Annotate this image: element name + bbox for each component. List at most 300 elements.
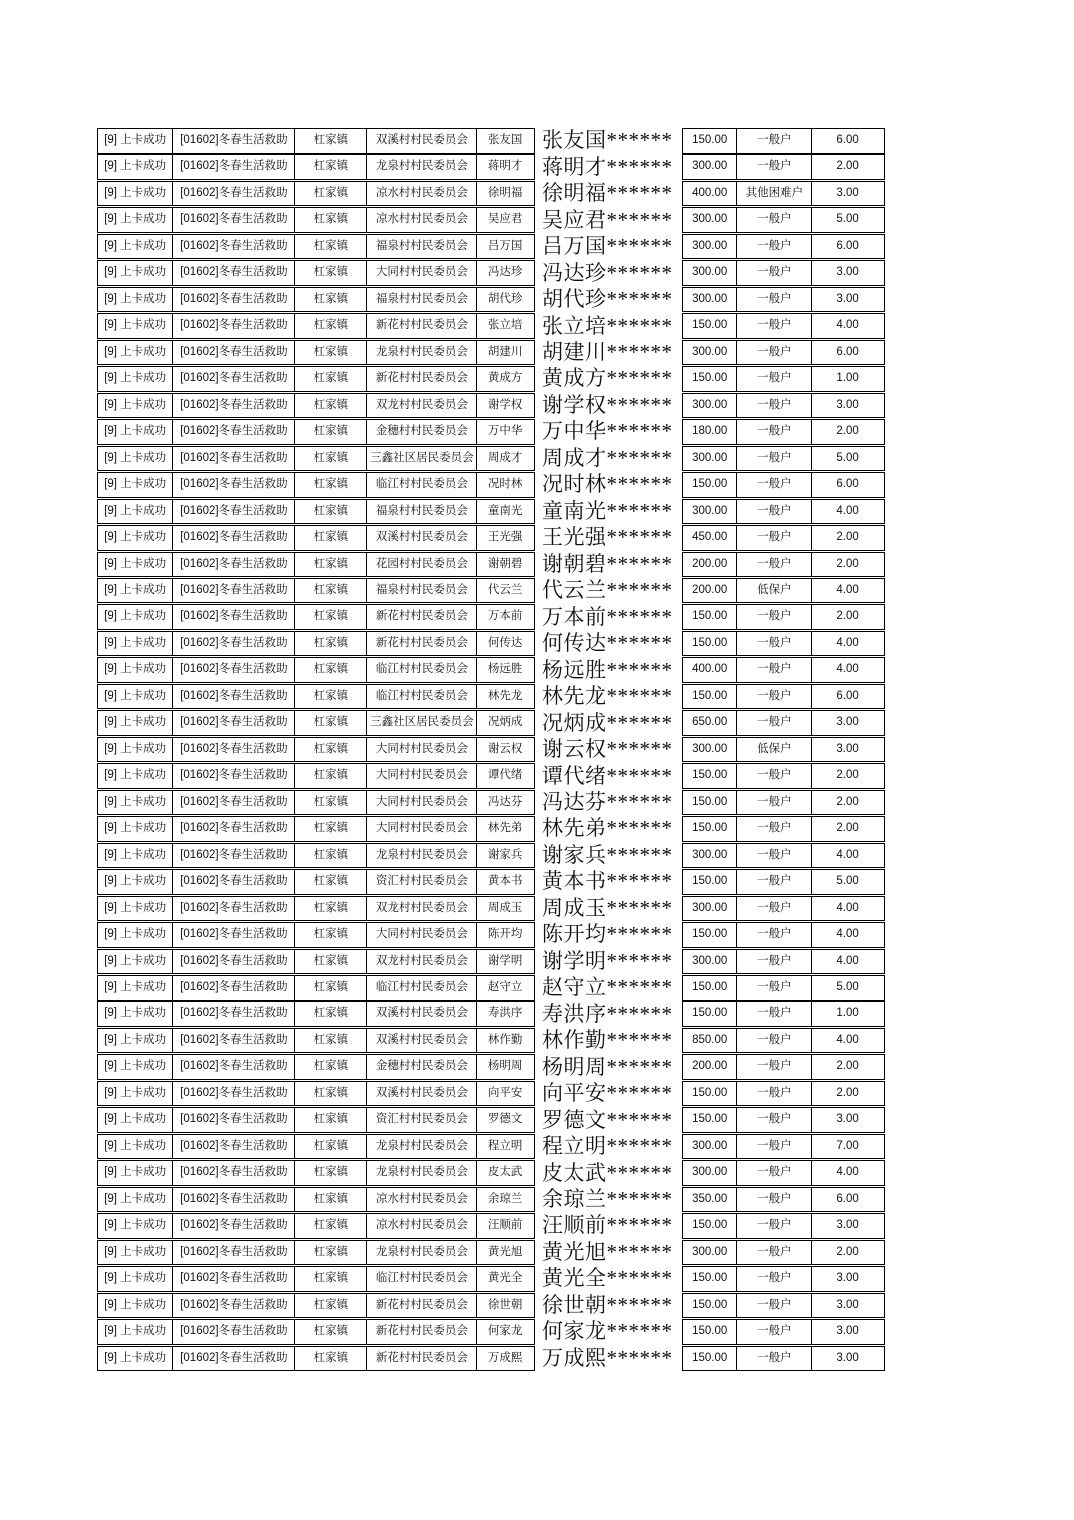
masked-name-text: 徐明福****** bbox=[542, 181, 673, 206]
household-type-cell: 一般户 bbox=[737, 950, 812, 974]
row-left-grid bbox=[97, 393, 535, 419]
name-cell: 谢家兵 bbox=[487, 848, 523, 861]
village-committee-cell: 临江村村民委员会 bbox=[367, 1267, 477, 1291]
program-cell: [01602]冬春生活救助 bbox=[173, 500, 295, 524]
name-cell: 程立明 bbox=[487, 1139, 523, 1152]
row-right-grid bbox=[682, 207, 885, 233]
name-cell: 谢学权 bbox=[487, 398, 523, 411]
household-type-cell: 低保户 bbox=[737, 738, 812, 762]
amount-cell: 300.00 bbox=[683, 897, 737, 921]
table-row bbox=[97, 1028, 885, 1054]
row-left-grid bbox=[97, 896, 535, 922]
person-count-cell: 3.00 bbox=[836, 186, 859, 199]
amount-cell: 150.00 bbox=[683, 367, 737, 391]
amount-cell: 150.00 bbox=[683, 976, 737, 1000]
village-committee-cell: 龙泉村村民委员会 bbox=[367, 1135, 477, 1159]
household-type-cell: 一般户 bbox=[737, 473, 812, 497]
household-type-cell: 其他困难户 bbox=[737, 182, 812, 206]
row-right-grid bbox=[682, 446, 885, 472]
person-count-cell: 4.00 bbox=[836, 319, 859, 332]
village-committee-cell: 福泉村村民委员会 bbox=[367, 500, 477, 524]
status-cell: [9] 上卡成功 bbox=[98, 341, 173, 365]
village-committee-cell: 双龙村村民委员会 bbox=[367, 394, 477, 418]
row-right-grid bbox=[682, 287, 885, 313]
table-row bbox=[97, 684, 885, 710]
masked-name-text: 胡建川****** bbox=[542, 340, 673, 364]
town-cell: 杠家镇 bbox=[295, 129, 367, 153]
status-cell: [9] 上卡成功 bbox=[98, 394, 173, 418]
amount-cell: 150.00 bbox=[683, 314, 737, 338]
row-right-grid bbox=[682, 604, 885, 630]
status-cell: [9] 上卡成功 bbox=[98, 1161, 173, 1185]
person-count-cell: 6.00 bbox=[836, 239, 859, 252]
name-cell: 万本前 bbox=[487, 610, 523, 623]
program-cell: [01602]冬春生活救助 bbox=[173, 420, 295, 444]
town-cell: 杠家镇 bbox=[295, 976, 367, 1000]
name-cell: 余琼兰 bbox=[487, 1192, 523, 1205]
program-cell: [01602]冬春生活救助 bbox=[173, 1347, 295, 1371]
household-type-cell: 一般户 bbox=[737, 1055, 812, 1079]
name-cell: 林先龙 bbox=[487, 689, 523, 702]
row-right-grid bbox=[682, 1346, 885, 1372]
program-cell: [01602]冬春生活救助 bbox=[173, 1214, 295, 1238]
program-cell: [01602]冬春生活救助 bbox=[173, 367, 295, 391]
row-right-grid bbox=[682, 1081, 885, 1107]
row-right-grid bbox=[682, 790, 885, 816]
household-type-cell: 一般户 bbox=[737, 923, 812, 947]
table-row bbox=[97, 869, 885, 895]
row-right-grid bbox=[682, 763, 885, 789]
town-cell: 杠家镇 bbox=[295, 1241, 367, 1265]
status-cell: [9] 上卡成功 bbox=[98, 844, 173, 868]
program-cell: [01602]冬春生活救助 bbox=[173, 1241, 295, 1265]
masked-name-text: 徐世朝****** bbox=[542, 1292, 673, 1317]
town-cell: 杠家镇 bbox=[295, 923, 367, 947]
amount-cell: 300.00 bbox=[683, 155, 737, 179]
program-cell: [01602]冬春生活救助 bbox=[173, 632, 295, 656]
row-left-grid bbox=[97, 869, 535, 895]
row-right-grid bbox=[682, 419, 885, 445]
table-row bbox=[97, 260, 885, 286]
name-cell: 林作勤 bbox=[487, 1033, 523, 1046]
name-cell: 黄光旭 bbox=[487, 1245, 523, 1258]
amount-cell: 150.00 bbox=[683, 817, 737, 841]
town-cell: 杠家镇 bbox=[295, 1267, 367, 1291]
amount-cell: 300.00 bbox=[683, 208, 737, 232]
masked-name-text: 张立培****** bbox=[542, 313, 673, 338]
town-cell: 杠家镇 bbox=[295, 711, 367, 735]
program-cell: [01602]冬春生活救助 bbox=[173, 817, 295, 841]
household-type-cell: 一般户 bbox=[737, 420, 812, 444]
household-type-cell: 一般户 bbox=[737, 1108, 812, 1132]
person-count-cell: 2.00 bbox=[836, 822, 859, 835]
name-cell: 况时林 bbox=[487, 478, 523, 491]
name-cell: 徐世朝 bbox=[487, 1298, 523, 1311]
program-cell: [01602]冬春生活救助 bbox=[173, 129, 295, 153]
name-cell: 黄光全 bbox=[487, 1272, 523, 1285]
row-left-grid bbox=[97, 578, 535, 604]
table-row bbox=[97, 340, 885, 366]
town-cell: 杠家镇 bbox=[295, 447, 367, 471]
program-cell: [01602]冬春生活救助 bbox=[173, 1135, 295, 1159]
program-cell: [01602]冬春生活救助 bbox=[173, 1188, 295, 1212]
program-cell: [01602]冬春生活救助 bbox=[173, 1029, 295, 1053]
person-count-cell: 6.00 bbox=[836, 1192, 859, 1205]
row-left-grid bbox=[97, 1107, 535, 1133]
row-left-grid bbox=[97, 366, 535, 392]
name-cell: 陈开均 bbox=[487, 928, 523, 941]
table-row bbox=[97, 525, 885, 551]
program-cell: [01602]冬春生活救助 bbox=[173, 791, 295, 815]
status-cell: [9] 上卡成功 bbox=[98, 579, 173, 603]
village-committee-cell: 福泉村村民委员会 bbox=[367, 235, 477, 259]
table-row bbox=[97, 604, 885, 630]
row-left-grid bbox=[97, 313, 535, 339]
program-cell: [01602]冬春生活救助 bbox=[173, 447, 295, 471]
table-row bbox=[97, 1054, 885, 1080]
masked-name-text: 童南光****** bbox=[542, 498, 673, 523]
name-cell: 万成熙 bbox=[487, 1351, 523, 1364]
amount-cell: 200.00 bbox=[683, 1055, 737, 1079]
amount-cell: 150.00 bbox=[683, 923, 737, 947]
table-row bbox=[97, 1081, 885, 1107]
table-row bbox=[97, 1319, 885, 1345]
status-cell: [9] 上卡成功 bbox=[98, 314, 173, 338]
person-count-cell: 4.00 bbox=[836, 1166, 859, 1179]
town-cell: 杠家镇 bbox=[295, 738, 367, 762]
person-count-cell: 1.00 bbox=[836, 372, 859, 385]
status-cell: [9] 上卡成功 bbox=[98, 1082, 173, 1106]
household-type-cell: 一般户 bbox=[737, 976, 812, 1000]
town-cell: 杠家镇 bbox=[295, 1347, 367, 1371]
name-cell: 万中华 bbox=[487, 425, 523, 438]
name-cell: 况炳成 bbox=[487, 716, 523, 729]
person-count-cell: 2.00 bbox=[836, 531, 859, 544]
status-cell: [9] 上卡成功 bbox=[98, 447, 173, 471]
town-cell: 杠家镇 bbox=[295, 367, 367, 391]
table-row bbox=[97, 843, 885, 869]
status-cell: [9] 上卡成功 bbox=[98, 738, 173, 762]
masked-name-text: 万中华****** bbox=[542, 419, 673, 444]
status-cell: [9] 上卡成功 bbox=[98, 1347, 173, 1371]
village-committee-cell: 双龙村村民委员会 bbox=[367, 897, 477, 921]
person-count-cell: 2.00 bbox=[836, 769, 859, 782]
town-cell: 杠家镇 bbox=[295, 1002, 367, 1026]
masked-name-text: 吴应君****** bbox=[542, 207, 673, 232]
program-cell: [01602]冬春生活救助 bbox=[173, 341, 295, 365]
row-left-grid bbox=[97, 763, 535, 789]
row-right-grid bbox=[682, 181, 885, 207]
amount-cell: 300.00 bbox=[683, 950, 737, 974]
amount-cell: 150.00 bbox=[683, 685, 737, 709]
status-cell: [9] 上卡成功 bbox=[98, 129, 173, 153]
name-cell: 吴应君 bbox=[487, 213, 523, 226]
row-left-grid bbox=[97, 1081, 535, 1107]
row-right-grid bbox=[682, 657, 885, 683]
row-right-grid bbox=[682, 260, 885, 286]
row-right-grid bbox=[682, 949, 885, 975]
table-row bbox=[97, 128, 885, 154]
masked-name-text: 余琼兰****** bbox=[542, 1187, 673, 1211]
person-count-cell: 3.00 bbox=[836, 1113, 859, 1126]
row-left-grid bbox=[97, 816, 535, 842]
program-cell: [01602]冬春生活救助 bbox=[173, 950, 295, 974]
town-cell: 杠家镇 bbox=[295, 235, 367, 259]
row-left-grid bbox=[97, 975, 535, 1001]
person-count-cell: 3.00 bbox=[836, 292, 859, 305]
table-row bbox=[97, 1107, 885, 1133]
household-type-cell: 一般户 bbox=[737, 314, 812, 338]
amount-cell: 150.00 bbox=[683, 791, 737, 815]
household-type-cell: 一般户 bbox=[737, 870, 812, 894]
amount-cell: 150.00 bbox=[683, 605, 737, 629]
household-type-cell: 一般户 bbox=[737, 288, 812, 312]
program-cell: [01602]冬春生活救助 bbox=[173, 394, 295, 418]
household-type-cell: 一般户 bbox=[737, 1161, 812, 1185]
household-type-cell: 一般户 bbox=[737, 1241, 812, 1265]
row-left-grid bbox=[97, 207, 535, 233]
status-cell: [9] 上卡成功 bbox=[98, 950, 173, 974]
table-row bbox=[97, 287, 885, 313]
town-cell: 杠家镇 bbox=[295, 1294, 367, 1318]
person-count-cell: 4.00 bbox=[836, 636, 859, 649]
name-cell: 向平安 bbox=[487, 1086, 523, 1099]
village-committee-cell: 凉水村村民委员会 bbox=[367, 1188, 477, 1212]
village-committee-cell: 双溪村村民委员会 bbox=[367, 526, 477, 550]
village-committee-cell: 大同村村民委员会 bbox=[367, 923, 477, 947]
row-left-grid bbox=[97, 684, 535, 710]
household-type-cell: 一般户 bbox=[737, 1082, 812, 1106]
amount-cell: 450.00 bbox=[683, 526, 737, 550]
masked-name-text: 谢学明****** bbox=[542, 948, 673, 973]
village-committee-cell: 临江村村民委员会 bbox=[367, 658, 477, 682]
row-right-grid bbox=[682, 896, 885, 922]
village-committee-cell: 三鑫社区居民委员会 bbox=[367, 711, 477, 735]
town-cell: 杠家镇 bbox=[295, 897, 367, 921]
status-cell: [9] 上卡成功 bbox=[98, 1267, 173, 1291]
table-row bbox=[97, 1266, 885, 1292]
amount-cell: 350.00 bbox=[683, 1188, 737, 1212]
row-right-grid bbox=[682, 922, 885, 948]
row-right-grid bbox=[682, 1240, 885, 1266]
table-row bbox=[97, 657, 885, 683]
masked-name-text: 赵守立****** bbox=[542, 975, 673, 1000]
person-count-cell: 3.00 bbox=[836, 1219, 859, 1232]
village-committee-cell: 凉水村村民委员会 bbox=[367, 208, 477, 232]
status-cell: [9] 上卡成功 bbox=[98, 791, 173, 815]
name-cell: 童南光 bbox=[487, 504, 523, 517]
name-cell: 周成玉 bbox=[487, 901, 523, 914]
name-cell: 谢朝碧 bbox=[487, 557, 523, 570]
person-count-cell: 3.00 bbox=[836, 742, 859, 755]
person-count-cell: 3.00 bbox=[836, 1298, 859, 1311]
name-cell: 黄本书 bbox=[487, 875, 523, 888]
row-left-grid bbox=[97, 1160, 535, 1186]
name-cell: 罗德文 bbox=[487, 1113, 523, 1126]
person-count-cell: 6.00 bbox=[836, 478, 859, 491]
amount-cell: 150.00 bbox=[683, 870, 737, 894]
town-cell: 杠家镇 bbox=[295, 870, 367, 894]
household-type-cell: 一般户 bbox=[737, 341, 812, 365]
household-type-cell: 一般户 bbox=[737, 605, 812, 629]
amount-cell: 300.00 bbox=[683, 1241, 737, 1265]
household-type-cell: 一般户 bbox=[737, 658, 812, 682]
household-type-cell: 一般户 bbox=[737, 844, 812, 868]
table-row bbox=[97, 1187, 885, 1213]
village-committee-cell: 临江村村民委员会 bbox=[367, 685, 477, 709]
town-cell: 杠家镇 bbox=[295, 314, 367, 338]
program-cell: [01602]冬春生活救助 bbox=[173, 579, 295, 603]
household-type-cell: 一般户 bbox=[737, 447, 812, 471]
masked-name-text: 冯达珍****** bbox=[542, 260, 673, 285]
row-left-grid bbox=[97, 949, 535, 975]
name-cell: 杨明周 bbox=[487, 1060, 523, 1073]
status-cell: [9] 上卡成功 bbox=[98, 420, 173, 444]
household-type-cell: 一般户 bbox=[737, 1029, 812, 1053]
status-cell: [9] 上卡成功 bbox=[98, 288, 173, 312]
village-committee-cell: 新花村村民委员会 bbox=[367, 1347, 477, 1371]
amount-cell: 150.00 bbox=[683, 764, 737, 788]
status-cell: [9] 上卡成功 bbox=[98, 658, 173, 682]
table-row bbox=[97, 207, 885, 233]
town-cell: 杠家镇 bbox=[295, 844, 367, 868]
village-committee-cell: 双溪村村民委员会 bbox=[367, 1002, 477, 1026]
town-cell: 杠家镇 bbox=[295, 155, 367, 179]
table-row bbox=[97, 393, 885, 419]
row-right-grid bbox=[682, 1001, 885, 1027]
table-row bbox=[97, 1134, 885, 1160]
status-cell: [9] 上卡成功 bbox=[98, 1241, 173, 1265]
amount-cell: 300.00 bbox=[683, 447, 737, 471]
amount-cell: 300.00 bbox=[683, 261, 737, 285]
row-right-grid bbox=[682, 1266, 885, 1292]
table-row bbox=[97, 446, 885, 472]
amount-cell: 300.00 bbox=[683, 288, 737, 312]
amount-cell: 150.00 bbox=[683, 632, 737, 656]
town-cell: 杠家镇 bbox=[295, 605, 367, 629]
row-right-grid bbox=[682, 684, 885, 710]
town-cell: 杠家镇 bbox=[295, 579, 367, 603]
village-committee-cell: 资汇村村民委员会 bbox=[367, 870, 477, 894]
amount-cell: 150.00 bbox=[683, 473, 737, 497]
status-cell: [9] 上卡成功 bbox=[98, 553, 173, 577]
table-row bbox=[97, 578, 885, 604]
town-cell: 杠家镇 bbox=[295, 526, 367, 550]
table-row bbox=[97, 710, 885, 736]
household-type-cell: 一般户 bbox=[737, 394, 812, 418]
table-row bbox=[97, 366, 885, 392]
person-count-cell: 2.00 bbox=[836, 795, 859, 808]
status-cell: [9] 上卡成功 bbox=[98, 1294, 173, 1318]
person-count-cell: 5.00 bbox=[836, 213, 859, 226]
village-committee-cell: 凉水村村民委员会 bbox=[367, 1214, 477, 1238]
program-cell: [01602]冬春生活救助 bbox=[173, 1055, 295, 1079]
program-cell: [01602]冬春生活救助 bbox=[173, 1294, 295, 1318]
masked-name-text: 何传达****** bbox=[542, 631, 673, 656]
row-right-grid bbox=[682, 393, 885, 419]
table-row bbox=[97, 234, 885, 260]
town-cell: 杠家镇 bbox=[295, 1161, 367, 1185]
status-cell: [9] 上卡成功 bbox=[98, 155, 173, 179]
amount-cell: 150.00 bbox=[683, 1347, 737, 1371]
amount-cell: 150.00 bbox=[683, 1002, 737, 1026]
status-cell: [9] 上卡成功 bbox=[98, 1214, 173, 1238]
row-left-grid bbox=[97, 604, 535, 630]
status-cell: [9] 上卡成功 bbox=[98, 711, 173, 735]
amount-cell: 150.00 bbox=[683, 1214, 737, 1238]
name-cell: 张立培 bbox=[487, 319, 523, 332]
table-row bbox=[97, 154, 885, 180]
status-cell: [9] 上卡成功 bbox=[98, 182, 173, 206]
name-cell: 何家龙 bbox=[487, 1325, 523, 1338]
status-cell: [9] 上卡成功 bbox=[98, 1188, 173, 1212]
village-committee-cell: 新花村村民委员会 bbox=[367, 632, 477, 656]
row-right-grid bbox=[682, 1134, 885, 1160]
row-left-grid bbox=[97, 922, 535, 948]
amount-cell: 300.00 bbox=[683, 1135, 737, 1159]
town-cell: 杠家镇 bbox=[295, 658, 367, 682]
name-cell: 赵守立 bbox=[487, 981, 523, 993]
row-right-grid bbox=[682, 578, 885, 604]
row-right-grid bbox=[682, 525, 885, 551]
status-cell: [9] 上卡成功 bbox=[98, 923, 173, 947]
household-type-cell: 一般户 bbox=[737, 1294, 812, 1318]
household-type-cell: 一般户 bbox=[737, 817, 812, 841]
village-committee-cell: 龙泉村村民委员会 bbox=[367, 1161, 477, 1185]
status-cell: [9] 上卡成功 bbox=[98, 1135, 173, 1159]
village-committee-cell: 资汇村村民委员会 bbox=[367, 1108, 477, 1132]
amount-cell: 400.00 bbox=[683, 658, 737, 682]
village-committee-cell: 龙泉村村民委员会 bbox=[367, 1241, 477, 1265]
table-row bbox=[97, 1293, 885, 1319]
town-cell: 杠家镇 bbox=[295, 553, 367, 577]
person-count-cell: 2.00 bbox=[836, 160, 859, 173]
masked-name-text: 代云兰****** bbox=[542, 578, 673, 603]
masked-name-text: 张友国****** bbox=[542, 128, 673, 153]
row-left-grid bbox=[97, 472, 535, 498]
village-committee-cell: 临江村村民委员会 bbox=[367, 473, 477, 497]
table-row bbox=[97, 631, 885, 657]
household-type-cell: 一般户 bbox=[737, 155, 812, 179]
masked-name-text: 万本前****** bbox=[542, 604, 673, 629]
village-committee-cell: 新花村村民委员会 bbox=[367, 605, 477, 629]
person-count-cell: 2.00 bbox=[836, 425, 859, 438]
row-left-grid bbox=[97, 1028, 535, 1054]
town-cell: 杠家镇 bbox=[295, 500, 367, 524]
row-left-grid bbox=[97, 1054, 535, 1080]
town-cell: 杠家镇 bbox=[295, 764, 367, 788]
row-left-grid bbox=[97, 1319, 535, 1345]
person-count-cell: 4.00 bbox=[836, 1033, 859, 1046]
household-type-cell: 一般户 bbox=[737, 235, 812, 259]
status-cell: [9] 上卡成功 bbox=[98, 1055, 173, 1079]
table-row bbox=[97, 816, 885, 842]
table-row bbox=[97, 1240, 885, 1266]
amount-cell: 300.00 bbox=[683, 500, 737, 524]
village-committee-cell: 金穗村村民委员会 bbox=[367, 1055, 477, 1079]
person-count-cell: 1.00 bbox=[836, 1007, 859, 1020]
masked-name-text: 谢学权****** bbox=[542, 392, 673, 417]
program-cell: [01602]冬春生活救助 bbox=[173, 553, 295, 577]
village-committee-cell: 龙泉村村民委员会 bbox=[367, 844, 477, 868]
household-type-cell: 一般户 bbox=[737, 553, 812, 577]
household-type-cell: 一般户 bbox=[737, 685, 812, 709]
masked-name-text: 皮太武****** bbox=[542, 1160, 673, 1185]
household-type-cell: 一般户 bbox=[737, 1002, 812, 1026]
household-type-cell: 一般户 bbox=[737, 208, 812, 232]
name-cell: 胡建川 bbox=[487, 345, 523, 358]
row-left-grid bbox=[97, 1240, 535, 1266]
